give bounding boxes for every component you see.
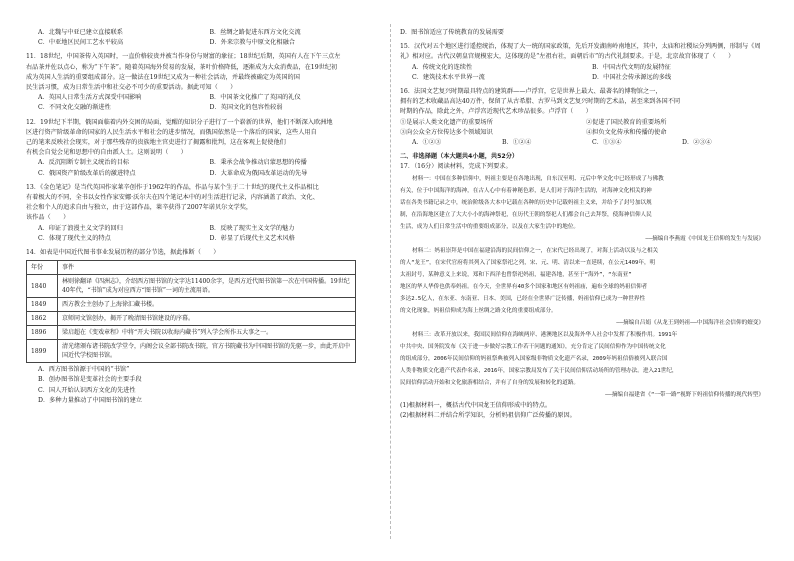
question-text: 时期的作品，除此之外，卢浮宫近现代艺术珍品很多。卢浮宫（ ）: [400, 108, 592, 116]
option-d[interactable]: D．英国文化的包容性较弱: [209, 104, 283, 112]
option-d[interactable]: D．图书馆适应了传统教育的发展需要: [400, 29, 504, 36]
material-line: 多达2.5亿人，在东亚、东南亚、日本、美国，已经在全世界广泛传播，妈祖信仰已成为一种世界性: [400, 295, 646, 302]
option-b[interactable]: B．①②④: [502, 139, 532, 147]
option-d[interactable]: D．多种力量推动了中国图书馆的建立: [38, 396, 142, 404]
history-table: [26, 260, 356, 363]
option-b[interactable]: B．秉承会战争推动启蒙思想的传播: [209, 159, 307, 167]
option-b[interactable]: B．中国茶文化推广了英国的礼仪: [209, 94, 301, 102]
material-line: 有关，位于中国海洋的海神，在古人心中有着神秘色彩，是人们对于海洋生活的，对海神文化相关的神: [400, 187, 652, 194]
statement-item: ②促进了国民教育的重要场所: [586, 118, 667, 126]
material-line: 地区的华人华侨也供奉妈祖。在今天，全世界有40多个国家和地区有妈祖庙，遍布全球的妈祖信仰者: [400, 283, 648, 290]
question-text: 有着极大的不同，全书以女性作家安娜·沃尔夫在四个笔记本中的对生活进行记录，内容涵盖了政治、文化、: [26, 194, 319, 202]
material-line: 材料一：中国在多种信仰中，妈祖主要是在各地出现，自东汉至明、元后中华文化中已经形成了与佛教: [412, 175, 664, 182]
table-row: [27, 326, 356, 340]
table-header-row: [27, 261, 356, 275]
question-12: [26, 118, 381, 179]
table-cell-year: 1849: [27, 298, 58, 312]
material-line: 中共中央、国务院发布《关于进一步做好宗教工作若干问题的通知》，充分肯定了民间信仰作为中国传统文化: [400, 343, 666, 350]
question-text: 11．18世纪，中国茶传入英国时，一直价格较贵并被当作身份与财富的象征；18世纪后期，英国有人在下午三点左: [26, 53, 341, 61]
table-cell-event: 西方教会主创办了上海徐汇藏书楼。: [58, 298, 356, 312]
option-a[interactable]: A．西方图书馆源于中国的“书馆”: [38, 366, 130, 374]
table-cell-year: 1862: [27, 312, 58, 326]
material-line: 制，在沿海地区建立了大大小小的海神祭祀，在历代王朝的祭祀人们都会自己去拜祭，使海神信仰人民: [400, 211, 652, 218]
question-text: 12．19世纪下半期，俄国面临着内外交困的局面，觉醒的知识分子进行了一个崭新的世界，他们不断深入欧洲地: [26, 118, 333, 126]
question-17: [400, 162, 772, 421]
option-a[interactable]: A．英国人日常生活方式深受中国影响: [38, 94, 142, 102]
material-source: ——摘编自吕娟《从龙王到妈祖——中国海洋社会信仰的嬗变》: [616, 319, 764, 326]
material-source: ——摘编自李燕霞《中国龙王信仰的发生与发展》: [645, 235, 764, 242]
option-d[interactable]: D．大革命成为俄国改革运动的先导: [209, 169, 308, 177]
statement-item: ③向公众全方位传达多个领域知识: [400, 128, 493, 136]
option-b[interactable]: B．丝绸之路促进东西方文化交流: [209, 29, 301, 36]
top-options: [26, 28, 381, 48]
material-line: 人类非物质文化遗产代表作名录，2016年，国家宗教局发布了关于民间信仰活动场所的管理办法。进入21世纪，: [400, 367, 678, 374]
table-cell-event: 京师同文馆创办，揭开了晚清图书馆建设的序幕。: [58, 312, 356, 326]
question-text: 区进行资产阶级革命的国家的人民生活水平和社会的进步情况，而俄国依然是一个落后的国家，这些人用自: [26, 128, 317, 136]
statement-item: ①是展示人类文化遗产的重要场所: [400, 118, 493, 126]
table-header-year: 年份: [27, 261, 58, 275]
table-cell-event: 梁启超在《变戏章程》中将“开大书院以收海内藏书”列入学会所作五大事之一。: [58, 326, 356, 340]
table-cell-event: 林则徐翻译《四洲志》，介绍西方图书馆的文字达11400余字，是西方近代图书馆第一次在中国传播。19世纪40年代，“书馆”成为对应西方“图书馆”一词的主流用语。: [58, 275, 356, 298]
question-13: [26, 183, 381, 244]
question-text: 右品茶并佐以点心，称为“下午茶”。随着英国海外贸易的发展，茶叶价格降低，逐渐成为大众消费品，在19世纪初: [26, 63, 338, 71]
option-c[interactable]: C．体现了现代主义的特点: [38, 234, 111, 242]
option-c[interactable]: C．不同文化交融的渐进性: [38, 104, 111, 112]
question-16: [400, 87, 772, 148]
section-heading: 二、非选择题（本大题共4小题，共52分）: [400, 153, 519, 161]
question-text: 有机会自觉会见和思想中的自由派人士。这则说明（ ）: [26, 149, 187, 157]
table-cell-event: 清光绪颁布诸书院改学堂令，内阁会议全部书院改书院，官方书院藏书为中国图书馆的先驱一步，由此开启中国近代学校图书馆。: [58, 340, 356, 363]
table-cell-year: 1899: [27, 340, 58, 363]
table-cell-year: 1840: [27, 275, 58, 298]
option-a[interactable]: A．传统文化的连续性: [412, 63, 473, 71]
material-line: 话在各类书籍记录之中，统治阶级各大本中记载在各种的历史中记载妈祖主义来，并给予了封号加以规: [400, 199, 652, 206]
question-text: 己的笔来反映社会现实，对于那些残存的贵族地主官吏进行了揭露和批判，这在客观上促使他们: [26, 139, 286, 147]
question-14: [26, 248, 381, 406]
material-line: 的组成部分，2006年民间信仰的妈祖祭典被列入国家级非物质文化遗产名录，2009年妈祖信俗被列入联合国: [400, 355, 668, 362]
requirement-2: (2)根据材料二并结合所学知识，分析妈祖信仰广泛传播的原因。: [400, 411, 576, 419]
option-c[interactable]: C．建筑技术水平世界一流: [412, 73, 485, 81]
material-line: 材料三：改革开放以来，我国民间信仰在海峡两岸、港澳地区以及海外华人社会中发挥了积极作用。1991年: [412, 331, 678, 338]
table-header-event: 事件: [58, 261, 356, 275]
table-row: [27, 298, 356, 312]
question-text: 礼》相对应。古代汉朝皇宫规模宏大，这体现的是“左祖右社，面朝后市”的古代礼制要求。于是，北京故宫体现了（ ）: [400, 53, 735, 61]
question-11: [26, 52, 381, 113]
question-text: 14．如表是中国近代图书事业发展历程的部分节选，据此推断（ ）: [26, 249, 220, 257]
table-cell-year: 1896: [27, 326, 58, 340]
table-row: [27, 312, 356, 326]
material-line: 太祖封号，某种意义上来说，郑和下西洋也曾祭祀妈祖，福建各地，甚至于“海外”，“东南亚”: [400, 271, 632, 278]
option-a[interactable]: A．印证了浪漫主义文学的回归: [38, 224, 123, 232]
option-a[interactable]: A．①②③: [412, 139, 442, 147]
option-d[interactable]: D．中国社会传承源远的多线: [592, 73, 672, 81]
question-15: [400, 42, 772, 83]
question-text: 该作品（ ）: [26, 214, 70, 222]
question-text: 17．（16分）阅读材料，完成下列要求。: [400, 163, 512, 171]
option-a[interactable]: A．反沉阻断专制主义统治的目标: [38, 159, 130, 167]
material-line: 的人“龙王”，在宋代官府将其列入了国家祭祀之列，宋、元、明、清以来一直延续，在公元1409年，明: [400, 259, 656, 266]
question-text: 民生活习惯，成为日常生活中和社交必不可少的重要活动。据此可知（ ）: [26, 84, 237, 92]
option-c[interactable]: C．中亚地区民间工艺水平较高: [38, 39, 124, 47]
option-b[interactable]: B．创办图书馆是变革社会的主要手段: [38, 376, 142, 384]
right-column: [400, 28, 772, 421]
material-line: 材料二：妈祖崇拜是中国在福建沿海的民间信仰之一，在宋代已经出现了，对海上活动以及与之相关: [412, 247, 659, 254]
question-text: 成为英国人生活的重要组成部分。这一做法在19世纪又成为一种社会活动，并最终被确定为英国的国: [26, 73, 300, 81]
material-line: 民间信仰活动开始和文化旅游相结合，并有了自身的发展和转化的道路。: [400, 379, 580, 386]
option-c[interactable]: C．国人开始认识西方文化的先进性: [38, 386, 136, 394]
column-divider: [390, 24, 391, 539]
question-text: 拥有的艺术收藏品高达40万件，保留了从古希腊、古罗马到文艺复兴时期的艺术品，甚至来到各国不同: [400, 98, 681, 106]
question-text: 社会和个人的追求自由与独立，由于这部作品，莱辛获得了2007年诺贝尔文学奖，: [26, 204, 253, 212]
left-column: [26, 28, 381, 406]
material-line: 的文化现象，妈祖信仰成为海上丝绸之路文化的重要组成部分。: [400, 307, 557, 314]
option-d[interactable]: D．彰显了后现代主义艺术风格: [209, 234, 295, 242]
material-line: 生活，成为人们日常生活中的重要组成部分，以及在大家生活中的地位。: [400, 223, 580, 230]
option-b[interactable]: B．中国古代文明的发展特征: [592, 63, 671, 71]
table-row: [27, 340, 356, 363]
option-c[interactable]: C．俄国资产阶级改革后的激进特点: [38, 169, 136, 177]
statement-item: ④担负文化传承和传播的使命: [586, 128, 667, 136]
option-a[interactable]: A．北魏与中亚已建立直接联系: [38, 29, 123, 36]
question-text: 15．汉代对五个地区进行遥控统治，体现了大一统的国家政策，先后开发湖南岭南地区，其中，太庙和社稷坛分列两侧，形制与《周: [400, 43, 761, 51]
option-d[interactable]: D．②③④: [682, 139, 712, 147]
option-b[interactable]: B．反映了现实主义文学的魅力: [209, 224, 295, 232]
question-text: 16．法国文艺复兴时期最具特点的建筑群——卢浮宫，它是世界上最大、最著名的博物馆之一，: [400, 88, 662, 96]
material-source: ——摘编自福建省《“一带一路”视野下妈祖信仰传播的现代转型》: [605, 391, 764, 398]
option-c[interactable]: C．①③④: [592, 139, 622, 147]
requirement-1: (1)根据材料一，概括古代中国龙王信仰形成中的特点。: [400, 401, 552, 409]
table-row: [27, 275, 356, 298]
question-text: 13．《金色笔记》是当代英国作家莱辛创作于1962年的作品，作品与某个生于二十世纪的现代主义作品相比: [26, 183, 319, 191]
option-d[interactable]: D．外来宗教与中原文化相融合: [209, 39, 295, 47]
